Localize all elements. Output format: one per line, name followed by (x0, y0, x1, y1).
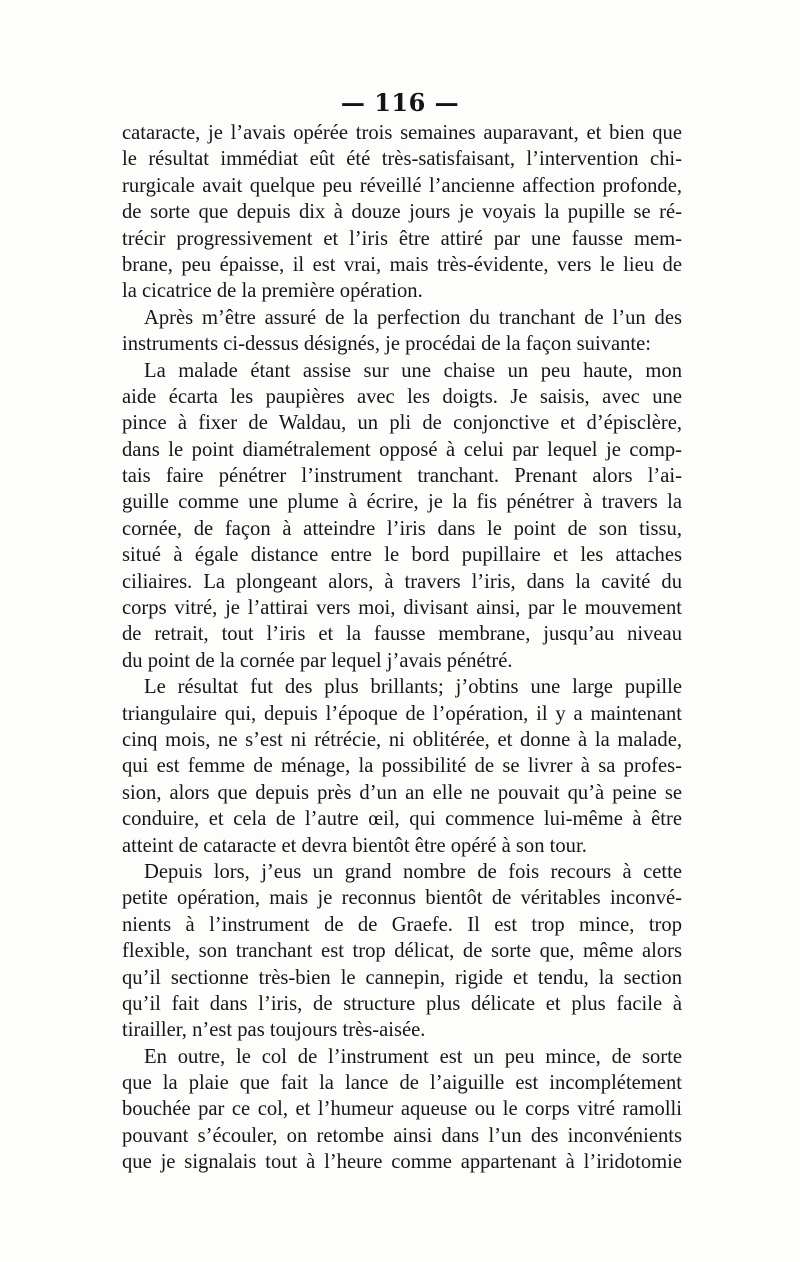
text-line: que je signalais tout à l’heure comme appartenant à l’iridotomie (122, 1151, 682, 1174)
text-line: le résultat immédiat eût été très-satisfaisant, l’intervention chi- (122, 148, 682, 171)
text-line: tirailler, n’est pas toujours très-aisée. (122, 1019, 426, 1042)
text-line: cataracte, je l’avais opérée trois semaines auparavant, et bien que (122, 122, 682, 144)
text-line: du point de la cornée par lequel j’avais pénétré. (122, 649, 513, 672)
text-line: sion, alors que depuis près d’un an elle ne pouvait qu’à peine se (122, 781, 682, 804)
text-line: qu’il sectionne très-bien le cannepin, rigide et tendu, la section (122, 966, 682, 989)
text-line: guille comme une plume à écrire, je la fis pénétrer à travers la (122, 491, 682, 514)
text-line: nients à l’instrument de de Graefe. Il est trop mince, trop (122, 913, 682, 936)
text-line: flexible, son tranchant est trop délicat, de sorte que, même alors (122, 940, 682, 963)
text-line: de retrait, tout l’iris et la fausse membrane, jusqu’au niveau (122, 623, 682, 646)
text-line: dans le point diamétralement opposé à celui par lequel je comp- (122, 438, 682, 461)
text-line: qu’il fait dans l’iris, de structure plus délicate et plus facile à (122, 992, 682, 1015)
text-line: trécir progressivement et l’iris être attiré par une fausse mem- (122, 227, 682, 250)
text-line: tais faire pénétrer l’instrument tranchant. Prenant alors l’ai- (122, 465, 682, 488)
text-line: En outre, le col de l’instrument est un peu mince, de sorte (144, 1045, 682, 1068)
text-line: brane, peu épaisse, il est vrai, mais très-évidente, vers le lieu de (122, 253, 682, 276)
text-line: cornée, de façon à atteindre l’iris dans le point de son tissu, (122, 517, 682, 540)
text-line: corps vitré, je l’attirai vers moi, divisant ainsi, par le mouvement (122, 597, 682, 620)
text-line: conduire, et cela de l’autre œil, qui commence lui-même à être (122, 808, 682, 831)
text-line: La malade étant assise sur une chaise un peu haute, mon (144, 359, 682, 382)
text-line: pouvant s’écouler, on retombe ainsi dans l’un des inconvénients (122, 1124, 682, 1147)
text-line: situé à égale distance entre le bord pupillaire et les attaches (122, 544, 682, 567)
text-line: cinq mois, ne s’est ni rétrécie, ni oblitérée, et donne à la malade, (122, 728, 682, 751)
text-line: triangulaire qui, depuis l’époque de l’opération, il y a maintenant (122, 702, 682, 725)
text-line: atteint de cataracte et devra bientôt être opéré à son tour. (122, 834, 587, 857)
text-line: rurgicale avait quelque peu réveillé l’ancienne affection profonde, (122, 174, 682, 197)
text-line: qui est femme de ménage, la possibilité de se livrer à sa profes- (122, 755, 682, 778)
text-line: Le résultat fut des plus brillants; j’obtins une large pupille (144, 676, 682, 699)
text-line: que la plaie que fait la lance de l’aiguille est incomplétement (122, 1072, 682, 1095)
text-line: ciliaires. La plongeant alors, à travers l’iris, dans la cavité du (122, 570, 682, 593)
text-line: pince à fixer de Waldau, un pli de conjonctive et d’épisclère, (122, 412, 682, 435)
text-line: Après m’être assuré de la perfection du tranchant de l’un des (144, 306, 682, 329)
text-line: bouchée par ce col, et l’humeur aqueuse ou le corps vitré ramolli (122, 1098, 682, 1121)
text-line: Depuis lors, j’eus un grand nombre de fois recours à cette (144, 860, 682, 883)
text-line: instruments ci-dessus désignés, je procédai de la façon suivante: (122, 333, 651, 356)
text-line: la cicatrice de la première opération. (122, 280, 423, 303)
body-text (122, 120, 682, 1176)
text-line: petite opération, mais je reconnus bientôt de véritables inconvé- (122, 887, 682, 910)
text-line: de sorte que depuis dix à douze jours je voyais la pupille se ré- (122, 201, 682, 224)
page-number-header: — 116 — (340, 88, 460, 117)
text-line: aide écarta les paupières avec les doigts. Je saisis, avec une (122, 385, 682, 408)
